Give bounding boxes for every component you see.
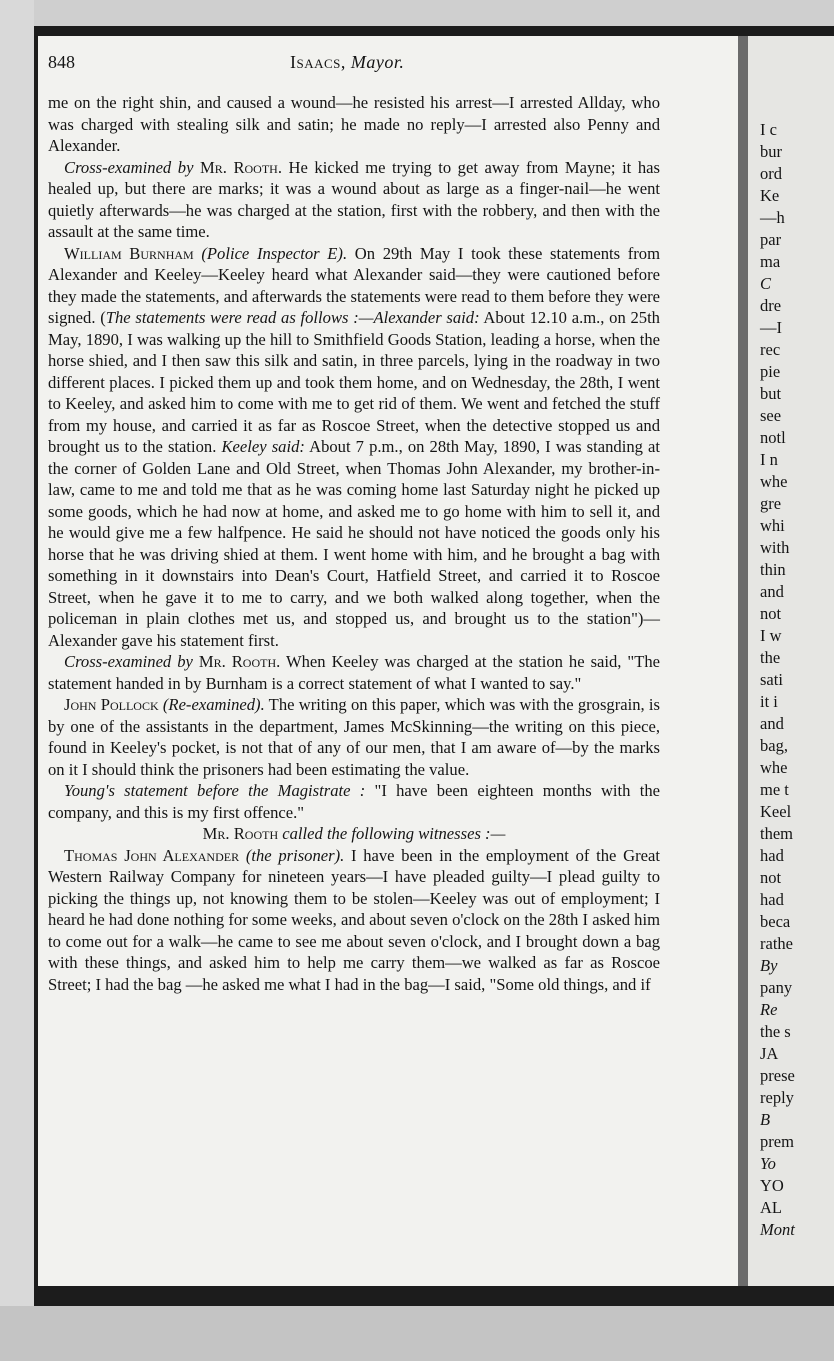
facing-page-edge: [748, 36, 834, 1286]
facing-page-line: AL: [760, 1198, 782, 1217]
facing-page-line: not: [760, 604, 782, 623]
facing-page-line: I w: [760, 626, 782, 645]
running-head-name: Isaacs,: [290, 52, 346, 72]
facing-page-line: beca: [760, 912, 791, 931]
paragraph: Young's statement before the Magistrate : "I have been eighteen months with the company, and this is my first offence.": [48, 781, 660, 822]
facing-page-line: the s: [760, 1022, 791, 1041]
facing-page-line: B: [760, 1110, 771, 1129]
paragraph: Cross-examined by Mr. Rooth. He kicked me trying to get away from Mayne; it has healed up, but there are marks; it was a wound about as large as a finger-nail—he went quietly afterwards—he was charged at the station, first with the robbery, and then with the assault at the same time.: [48, 157, 660, 241]
page-body: [48, 92, 660, 995]
facing-page-line: them: [760, 824, 793, 843]
facing-page-line: ord: [760, 164, 782, 183]
scan-top-band: [34, 0, 834, 26]
facing-page-line: dre: [760, 296, 782, 315]
facing-page-line: whi: [760, 516, 785, 535]
facing-page-line: C: [760, 274, 772, 293]
facing-page-line: —I: [760, 318, 782, 337]
facing-page-line: bur: [760, 142, 782, 161]
facing-page-line: Yo: [760, 1154, 776, 1173]
facing-page-line: Keel: [760, 802, 792, 821]
facing-page-line: YO: [760, 1176, 784, 1195]
running-head-title: Mayor.: [350, 52, 405, 72]
facing-page-line: ma: [760, 252, 781, 271]
page-gutter: [738, 36, 748, 1286]
scan-left-margin: [0, 0, 34, 1361]
facing-page-line: whe: [760, 758, 788, 777]
facing-page-line: had: [760, 846, 784, 865]
paragraph: Cross-examined by Mr. Rooth. When Keeley was charged at the station he said, "The statement handed in by Burnham is a correct statement of what I wanted to say.": [48, 652, 660, 693]
facing-page-line: Mont: [760, 1220, 795, 1239]
facing-page-line: see: [760, 406, 782, 425]
facing-page-line: I n: [760, 450, 778, 469]
facing-page-line: with: [760, 538, 790, 557]
facing-page-line: prem: [760, 1132, 794, 1151]
facing-page-line: pie: [760, 362, 781, 381]
facing-page-line: sati: [760, 670, 783, 689]
facing-page-line: rec: [760, 340, 781, 359]
facing-page-line: had: [760, 890, 784, 909]
facing-page-line: par: [760, 230, 782, 249]
paragraph: John Pollock (Re-examined). The writing on this paper, which was with the grosgrain, is by one of the assistants in the department, James McSkinning—the writing on this piece, found in Keeley's pocket, is not that of any of our men, that I am aware of—by the marks on it I should think the prisoners had been estimating the value.: [48, 695, 661, 779]
facing-page-line: not: [760, 868, 782, 887]
facing-page-line: Ke: [760, 186, 780, 205]
facing-page-line: JA: [760, 1044, 779, 1063]
running-head: [290, 52, 404, 73]
book-page: [38, 36, 738, 1286]
paragraph: William Burnham (Police Inspector E). On 29th May I took these statements from Alexander and Keeley—Keeley heard what Alexander said—they were cautioned before they made the statements, and afterwards the statements were read to them before they were signed. (The statements were read as follows :—Alexander said: About 12.10 a.m., on 25th May, 1890, I was walking up the hill to Smithfield Goods Station, leading a horse, when the horse shied, and I then saw this silk and satin, in three parcels, lying in the roadway in two different places. I picked them up and took them home, and on Wednesday, the 28th, I went to Keeley, and asked him to come with me to get rid of them. We went and fetched the stuff from my house, and carried it as far as Roscoe Street, when the detective stopped us and brought us to the station. Keeley said: About 7 p.m., on 28th May, 1890, I was standing at the corner of Golden Lane and Old Street, when Thomas John Alexander, my brother-in-law, came to me and told me that as he was coming home last Saturday night he picked up some goods, which he had now at home, and asked me to go home with him to sell it, and he would give me a few halfpence. He said he should not have noticed the goods only his horse that he was driving shied at them. I went home with him, and he brought a bag with something in it downstairs into Dean's Court, Hatfield Street, and carried it to Roscoe Street, when he gave it to me to carry, and we both walked along together, when the policeman in plain clothes met us, and stopped us, and brought us to the station")—Alexander gave his statement first.: [48, 243, 660, 650]
paragraph: me on the right shin, and caused a wound—he resisted his arrest—I arrested Allday, who was charged with stealing silk and satin; he made no reply—I arrested also Penny and Alexander.: [48, 93, 660, 155]
facing-page-line: thin: [760, 560, 786, 579]
scan-bottom-band: [0, 1306, 834, 1361]
facing-page-line: pany: [760, 978, 793, 997]
facing-page-line: —h: [760, 208, 785, 227]
facing-page-line: bag,: [760, 736, 788, 755]
page-number: 848: [48, 52, 75, 72]
facing-page-line: the: [760, 648, 781, 667]
facing-page-line: me t: [760, 780, 789, 799]
facing-page-line: notl: [760, 428, 786, 447]
facing-page-line: rathe: [760, 934, 793, 953]
page-header: [48, 52, 648, 76]
facing-page-line: By: [760, 956, 778, 975]
paragraph-heading: Mr. Rooth called the following witnesses :—: [202, 824, 506, 843]
facing-page-line: but: [760, 384, 782, 403]
facing-page-line: gre: [760, 494, 782, 513]
facing-page-line: prese: [760, 1066, 795, 1085]
facing-page-line: Re: [760, 1000, 778, 1019]
facing-page-line: whe: [760, 472, 788, 491]
paragraph: Thomas John Alexander (the prisoner). I have been in the employment of the Great Western Railway Company for nineteen years—I have pleaded guilty—I plead guilty to picking the things up, not knowing them to be stolen—Keeley was out of employment; I heard he had done nothing for some weeks, and about seven o'clock on the 28th I asked him to come out for a walk—he came to see me about seven o'clock, and I brought down a bag with these things, and asked him to help me carry them—we walked as far as Roscoe Street; I had the bag —he asked me what I had in the bag—I said, "Some old things, and if: [48, 845, 660, 994]
facing-page-line: and: [760, 582, 784, 601]
facing-page-line: and: [760, 714, 784, 733]
facing-page-line: I c: [760, 120, 777, 139]
facing-page-line: reply: [760, 1088, 794, 1107]
facing-page-line: it i: [760, 692, 778, 711]
